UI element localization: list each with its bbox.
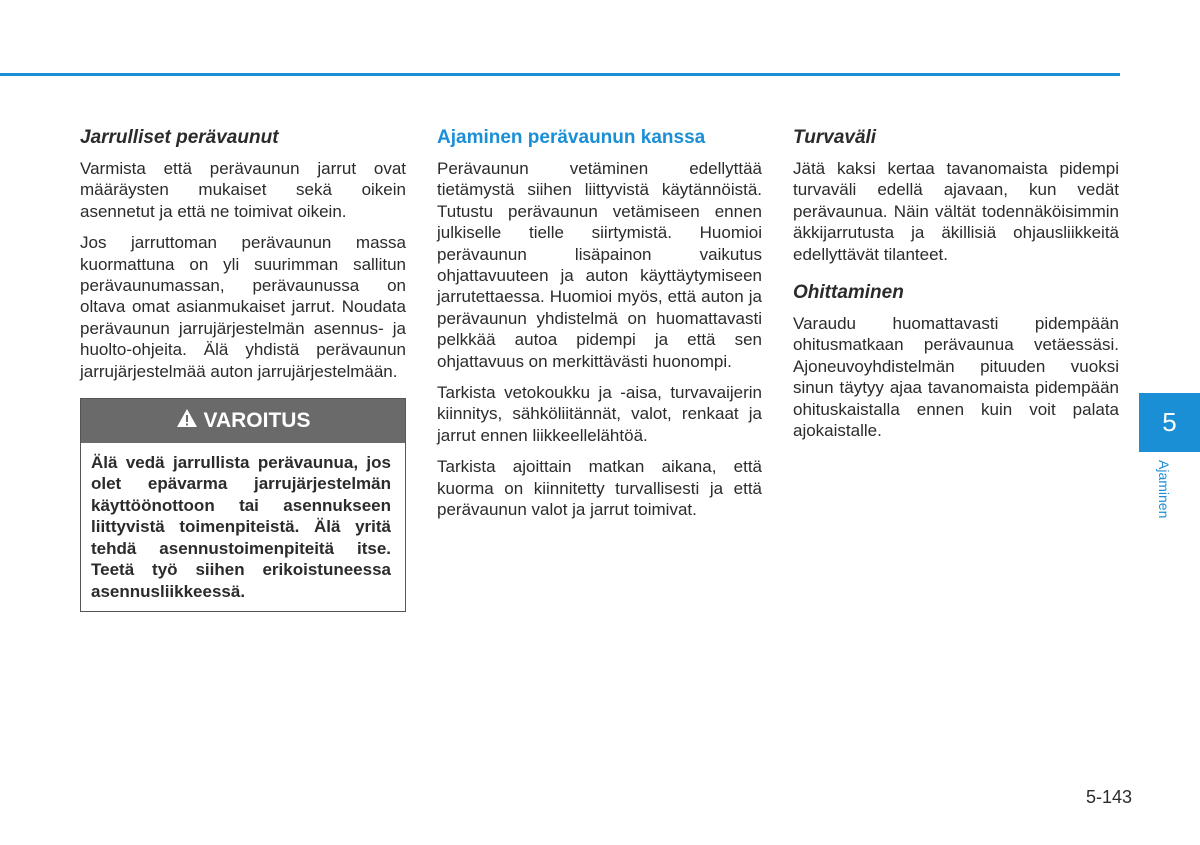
warning-title: VAROITUS: [203, 409, 311, 433]
paragraph: Jätä kaksi kertaa tavanomaista pidempi turvaväli edellä ajavaan, kun vedät perävaunua. Näin vältät todennäköisimmin äkkijarrutusta ja äkillisiä ohjausliikkeitä edellyttävät tilanteet.: [793, 159, 1119, 264]
column-2: [437, 124, 762, 531]
column-3: [793, 124, 1119, 451]
paragraph: Varmista että perävaunun jarrut ovat määräysten mukaiset sekä oikein asennetut ja että ne toimivat oikein.: [80, 159, 406, 221]
section-heading-towing: Ajaminen perävaunun kanssa: [437, 127, 706, 148]
top-rule: [0, 73, 1120, 76]
paragraph: Jos jarruttoman perävaunun massa kuormattuna on yli suurimman sallitun perävaunumassan, perävaunussa on oltava omat asianmukaiset jarrut. Noudata perävaunun jarrujärjestelmän asennus- ja huolto-ohjeita. Älä yhdistä perävaunun jarrujärjestelmää auton jarrujärjestelmään.: [80, 233, 406, 381]
chapter-number: 5: [1162, 407, 1177, 437]
section-heading-overtaking: Ohittaminen: [793, 282, 904, 304]
section-heading-safe-distance: Turvaväli: [793, 127, 877, 148]
warning-body: [81, 443, 405, 611]
warning-box: [80, 398, 406, 612]
warning-triangle-icon: [176, 408, 198, 434]
chapter-tab: [1139, 393, 1200, 452]
paragraph: Varaudu huomattavasti pidempään ohitusmatkaan perävaunua vetäessäsi. Ajoneuvoyhdistelmän pituuden vuoksi sinun täytyy ajaa tavanomaista pidempään ohituskaistalla ennen kuin voit palata ajokaistalle.: [793, 314, 1119, 441]
section-heading-braked-trailers: Jarrulliset perävaunut: [80, 127, 279, 148]
paragraph: Tarkista ajoittain matkan aikana, että kuorma on kiinnitetty turvallisesti ja että perävaunun valot ja jarrut toimivat.: [437, 457, 762, 520]
warning-text: Älä vedä jarrullista perävaunua, jos olet epävarma jarrujärjestelmän käyttöönottoon tai asennukseen liittyvistä toimenpiteistä. Älä yritä tehdä asennustoimenpiteitä itse. Teetä työ siihen erikoistuneessa asennusliikkeessä.: [91, 453, 391, 601]
page-number: 5-143: [1086, 787, 1133, 807]
column-1: [80, 124, 406, 612]
paragraph: Tarkista vetokoukku ja -aisa, turvavaijerin kiinnitys, sähköliitännät, valot, renkaat ja jarrut ennen liikkeellelähtöä.: [437, 383, 762, 445]
chapter-label: Ajaminen: [1156, 460, 1172, 519]
paragraph: Perävaunun vetäminen edellyttää tietämystä siihen liittyvistä käytännöistä. Tutustu perävaunun vetämiseen ennen julkiselle tielle siirtymistä. Huomioi perävaunun lisäpainon vaikutus ohjattavuuteen ja auton käyttäytymiseen jarrutettaessa. Huomioi myös, että auton ja perävaunun yhdistelmä on huomattavasti pelkkää autoa pidempi ja että sen ohjattavuus on merkittävästi huonompi.: [437, 159, 762, 371]
warning-header: [81, 399, 405, 443]
